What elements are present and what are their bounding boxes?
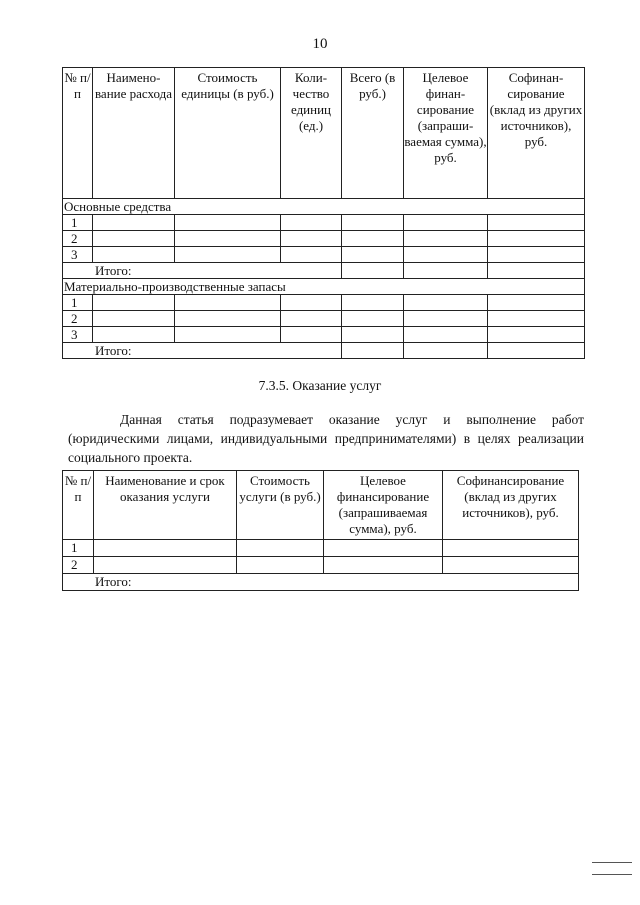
table-row: [63, 311, 585, 327]
footer-rule: [592, 862, 632, 863]
table-cell: [281, 327, 342, 343]
table-cell: [342, 247, 404, 263]
table-cell: [237, 557, 324, 574]
services-table: [62, 470, 579, 591]
row-number: 2: [63, 231, 93, 247]
table-cell: [324, 540, 443, 557]
table-cell: [93, 327, 175, 343]
table-cell: [93, 215, 175, 231]
table-cell: [94, 557, 237, 574]
total-row: [63, 263, 585, 279]
table-cell: [342, 343, 404, 359]
row-number: 3: [63, 247, 93, 263]
table-cell: [342, 311, 404, 327]
section-row: [63, 279, 585, 295]
section-heading: 7.3.5. Оказание услуг: [258, 378, 382, 393]
row-number: 1: [63, 295, 93, 311]
section-label: Основные средства: [63, 199, 585, 215]
total-row: [63, 343, 585, 359]
table-row: [63, 215, 585, 231]
table-cell: [404, 327, 488, 343]
header-cell: Софинансирование (вклад из других источников), руб.: [443, 471, 579, 540]
table-cell: [488, 247, 585, 263]
table-cell: [175, 231, 281, 247]
header-cell: Наимено- вание расхода: [93, 68, 175, 199]
total-row: [63, 574, 579, 591]
table-cell: [175, 311, 281, 327]
table-cell: [93, 247, 175, 263]
table-cell: [93, 295, 175, 311]
table-cell: [342, 295, 404, 311]
header-cell: Целевое финан- сирование (запраши- ваемая сумма), руб.: [404, 68, 488, 199]
table-row: [63, 231, 585, 247]
table-row: [63, 247, 585, 263]
table-cell: [342, 215, 404, 231]
table-header-row: [63, 68, 585, 199]
table-cell: [175, 327, 281, 343]
header-cell: Коли- чество единиц (ед.): [281, 68, 342, 199]
table-cell: [94, 540, 237, 557]
table-cell: [404, 215, 488, 231]
table-cell: [175, 247, 281, 263]
table-row: [63, 540, 579, 557]
total-label: Итого:: [63, 574, 579, 591]
table-cell: [488, 311, 585, 327]
total-label: Итого:: [63, 263, 342, 279]
table-cell: [281, 247, 342, 263]
table-cell: [342, 263, 404, 279]
row-number: 1: [63, 540, 94, 557]
footer-rule: [592, 874, 632, 875]
page-number: 10: [312, 36, 328, 52]
expense-table: [62, 67, 585, 359]
table-cell: [443, 557, 579, 574]
table-cell: [342, 327, 404, 343]
header-cell: Софинан- сирование (вклад из других источников), руб.: [488, 68, 585, 199]
table-cell: [281, 231, 342, 247]
table-cell: [404, 295, 488, 311]
table-cell: [488, 343, 585, 359]
table-cell: [404, 343, 488, 359]
section-row: [63, 199, 585, 215]
table-cell: [237, 540, 324, 557]
table-cell: [404, 263, 488, 279]
table-header-row: [63, 471, 579, 540]
row-number: 2: [63, 311, 93, 327]
table-cell: [281, 215, 342, 231]
table-cell: [488, 215, 585, 231]
table-cell: [404, 247, 488, 263]
header-cell: Стоимость единицы (в руб.): [175, 68, 281, 199]
header-cell: № п/п: [63, 68, 93, 199]
total-label: Итого:: [63, 343, 342, 359]
header-cell: Целевое финансирование (запрашиваемая сумма), руб.: [324, 471, 443, 540]
table-row: [63, 327, 585, 343]
table-cell: [281, 295, 342, 311]
table-cell: [488, 327, 585, 343]
table-cell: [281, 311, 342, 327]
header-cell: Стоимость услуги (в руб.): [237, 471, 324, 540]
table-cell: [404, 231, 488, 247]
table-cell: [443, 540, 579, 557]
row-number: 2: [63, 557, 94, 574]
header-cell: № п/п: [63, 471, 94, 540]
table-cell: [488, 231, 585, 247]
table-row: [63, 295, 585, 311]
row-number: 3: [63, 327, 93, 343]
section-paragraph: Данная статья подразумевает оказание услуг и выполнение работ (юридическими лицами, индивидуальными предпринимателями) в целях реализации социального проекта.: [68, 412, 584, 465]
table-cell: [488, 295, 585, 311]
table-cell: [404, 311, 488, 327]
section-label: Материально-производственные запасы: [63, 279, 585, 295]
table-cell: [175, 295, 281, 311]
row-number: 1: [63, 215, 93, 231]
header-cell: Наименование и срок оказания услуги: [94, 471, 237, 540]
table-cell: [488, 263, 585, 279]
table-cell: [93, 311, 175, 327]
header-cell: Всего (в руб.): [342, 68, 404, 199]
table-cell: [324, 557, 443, 574]
table-cell: [342, 231, 404, 247]
table-cell: [93, 231, 175, 247]
table-cell: [175, 215, 281, 231]
table-row: [63, 557, 579, 574]
